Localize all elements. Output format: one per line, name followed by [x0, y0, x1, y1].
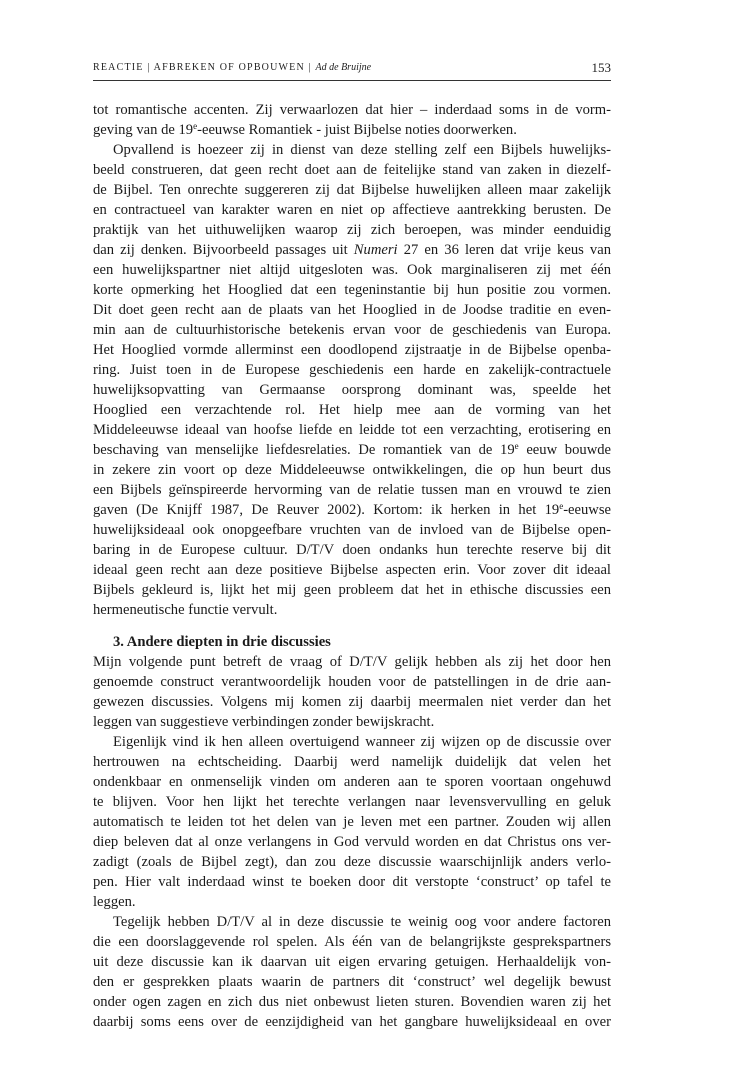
- text-line: praktijk van het uithuwelijken waarop zij zich beroepen, was minder eenduidig: [93, 222, 611, 238]
- text-line: Eigenlijk vind ik hen alleen overtuigend wanneer zij wijzen op de discussie over: [113, 734, 611, 750]
- running-head: [93, 62, 371, 73]
- superscript: e: [193, 121, 198, 131]
- text-line: den er gesprekken plaats waarin de partners dit ‘construct’ wel degelijk bewust: [93, 974, 611, 990]
- text-line: dan zij denken. Bijvoorbeeld passages uit Numeri 27 en 36 leren dat vrije keus van: [93, 242, 611, 258]
- text-line: Tegelijk hebben D/T/V al in deze discussie te weinig oog voor andere factoren: [113, 914, 611, 930]
- text-line: die een doorslaggevende rol spelen. Als één van de belangrijkste gesprekspartners: [93, 934, 611, 950]
- text-line: een Bijbels geïnspireerde hervorming van de relatie tussen man en vrouwd te zien: [93, 482, 611, 498]
- text-line: Opvallend is hoezeer zij in dienst van deze stelling zelf een Bijbels huwelijks-: [113, 142, 611, 158]
- text-line: in zekere zin voort op deze Middeleeuwse ontwikkelingen, die op hun beurt dus: [93, 462, 611, 478]
- text-line: geving van de 19e-eeuwse Romantiek - juist Bijbelse noties doorwerken.: [93, 121, 517, 138]
- text-line: de Bijbel. Ten onrechte suggereren zij dat Bijbelse huwelijken alleen maar zakelijk: [93, 182, 611, 198]
- text-line: diep beleven dat al onze verlangens in God vervuld worden en dat Christus ons ver-: [93, 834, 611, 850]
- text-line: Bijbels gekleurd is, lijkt het mij geen probleem dat het in ethische discussies een: [93, 582, 611, 598]
- running-head-author: Ad de Bruijne: [315, 62, 372, 73]
- text-line: Middeleeuwse ideaal van hoofse liefde en leidde tot een verzachting, erotisering en: [93, 422, 611, 438]
- section-gap: [93, 620, 611, 632]
- text-line: daarbij soms eens over de eenzijdigheid van het gangbare huwelijksideaal en over: [93, 1014, 611, 1030]
- text-line: een huwelijkspartner niet altijd uitgesloten was. Ook marginaliseren zij met één: [93, 262, 611, 278]
- text-line: leggen.: [93, 894, 136, 910]
- text-line: ondenkbaar en onmenselijk vinden om anderen aan te sporen voortaan ongehuwd: [93, 774, 611, 790]
- text-line: Hooglied een verzachtende rol. Het hielp mee aan de vorming van het: [93, 402, 611, 418]
- text-line: onder ogen zagen en zich dus niet onbewust lieten sturen. Bovendien waren zij het: [93, 994, 611, 1010]
- running-header: [93, 56, 611, 80]
- superscript: e: [559, 501, 564, 511]
- text-line: automatisch te leiden tot het delen van je leven met een partner. Zouden wij allen: [93, 814, 611, 830]
- text-line: baring in de Europese cultuur. D/T/V doen ondanks hun terechte reserve bij dit: [93, 542, 611, 558]
- text-line: korte opmerking het Hooglied dat een tegeninstantie bij hun positie zou vormen.: [93, 282, 611, 298]
- header-rule: [93, 80, 611, 81]
- text-line: te blijven. Voor hen lijkt het terechte verlangen naar levensvervulling en geluk: [93, 794, 611, 810]
- text-line: en contractueel van karakter waren en niet op affectieve aantrekking berusten. De: [93, 202, 611, 218]
- text-line: hertrouwen na echtscheiding. Daarbij werd namelijk duidelijk dat velen het: [93, 754, 611, 770]
- text-line: tot romantische accenten. Zij verwaarlozen dat hier – inderdaad soms in de vorm-: [93, 102, 611, 118]
- text-line: Mijn volgende punt betreft de vraag of D/T/V gelijk hebben als zij het door hen: [93, 654, 611, 670]
- text-line: hermeneutische functie vervult.: [93, 602, 278, 618]
- text-line: genoemde construct verantwoordelijk houden voor de patstellingen in de drie aan-: [93, 674, 611, 690]
- body-text: [93, 100, 611, 1032]
- text-line: huwelijksideaal ook onopgeefbare vruchten van de invloed van de Bijbelse open-: [93, 522, 611, 538]
- section-heading: 3. Andere diepten in drie discussies: [113, 634, 331, 650]
- text-line: beschaving van menselijke liefdesrelaties. De romantiek van de 19e eeuw bouwde: [93, 441, 612, 458]
- text-line: uit deze discussie kan ik daarvan uit eigen ervaring getuigen. Herhaaldelijk von-: [93, 954, 611, 970]
- text-line: min aan de cultuurhistorische betekenis ervan voor de geschiedenis van Europa.: [93, 322, 611, 338]
- text-line: ring. Juist toen in de Europese geschiedenis een harde en zakelijk-contractuele: [93, 362, 611, 378]
- text-line: gewezen discussies. Volgens mij komen zij daarbij meermalen niet verder dan het: [93, 694, 611, 710]
- text-line: pen. Hier valt inderdaad winst te boeken door dit verstopte ‘construct’ op tafel te: [93, 874, 611, 890]
- running-head-title: REACTIE | AFBREKEN OF OPBOUWEN |: [93, 62, 312, 73]
- italic-reference: Numeri: [353, 242, 398, 258]
- text-line: ideaal geen recht aan deze positieve Bijbelse aspecten erin. Voor zover dit ideaal: [93, 562, 611, 578]
- text-line: beeld construeren, dat geen recht doet aan de feitelijke stand van zaken in diezelf-: [93, 162, 611, 178]
- superscript: e: [514, 441, 519, 451]
- text-line: Het Hooglied vormde allerminst een doodlopend zijstraatje in de Bijbelse openba-: [93, 342, 611, 358]
- text-line: leggen van suggestieve verbindingen zonder bewijskracht.: [93, 714, 435, 730]
- page-number: 153: [591, 60, 611, 75]
- text-line: Dit doet geen recht aan de plaats van het Hooglied in de Joodse traditie en even-: [93, 302, 611, 318]
- text-line: zadigt (zoals de Bijbel zegt), dan zou deze discussie waarschijnlijk anders verlo-: [93, 854, 611, 870]
- text-line: gaven (De Knijff 1987, De Reuver 2002). Kortom: ik herken in het 19e-eeuwse: [93, 501, 611, 518]
- text-line: huwelijksopvatting van Germaanse oorsprong dominant was, speelde het: [93, 382, 611, 398]
